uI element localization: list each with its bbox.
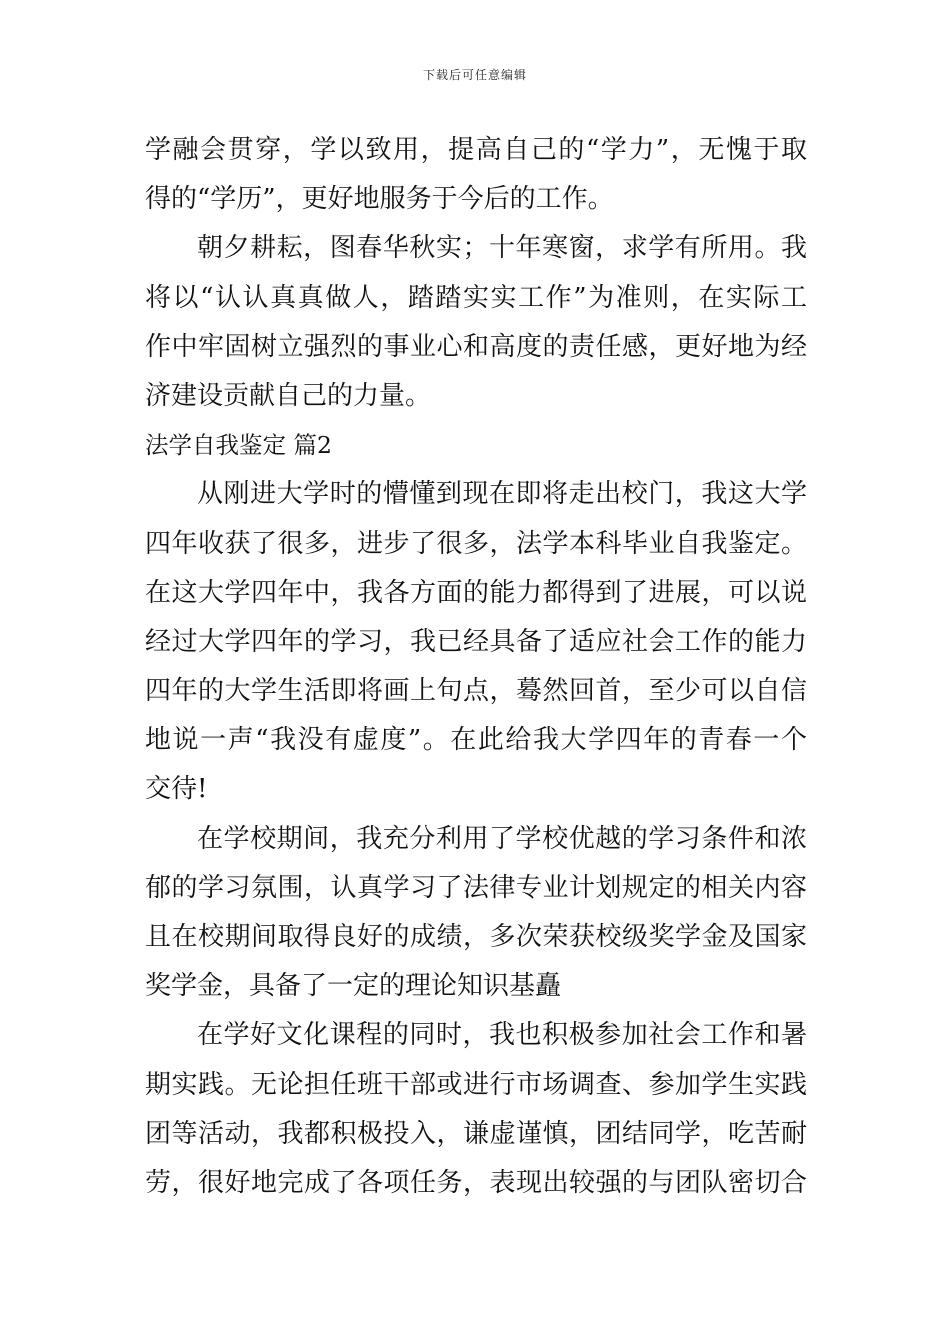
text-line: 济建设贡献自己的力量。 [145, 380, 432, 411]
text-line: 团等活动，我都积极投入，谦虚谨慎，团结同学，吃苦耐 [145, 1118, 807, 1149]
text-line: 四年的大学生活即将画上句点，蓦然回首，至少可以自信 [145, 676, 807, 707]
text-line: 四年收获了很多，进步了很多，法学本科毕业自我鉴定。 [145, 528, 807, 559]
text-line: 奖学金，具备了一定的理论知识基矗 [145, 971, 562, 1002]
text-line: 在这大学四年中，我各方面的能力都得到了进展，可以说 [145, 577, 807, 608]
text-line: 朝夕耕耘，图春华秋实；十年寒窗，求学有所用。我 [197, 233, 807, 264]
text-line: 学融会贯穿，学以致用，提高自己的“学力”，无愧于取 [145, 135, 807, 165]
header-note: 下载后可任意编辑 [422, 68, 527, 82]
text-line: 经过大学四年的学习，我已经具备了适应社会工作的能力 [145, 626, 807, 657]
text-line: 将以“认认真真做人，踏踏实实工作”为准则，在实际工 [145, 282, 807, 313]
text-line: 作中牢固树立强烈的事业心和高度的责任感，更好地为经 [145, 331, 807, 362]
text-line: 郁的学习氛围，认真学习了法律专业计划规定的相关内容 [145, 872, 807, 903]
section-heading: 法学自我鉴定 篇2 [145, 431, 332, 460]
text-line: 交待! [145, 774, 208, 805]
body-text [145, 126, 807, 1208]
text-line: 地说一声“我没有虚度”。在此给我大学四年的青春一个 [145, 725, 807, 756]
text-line: 得的“学历”，更好地服务于今后的工作。 [145, 184, 614, 215]
text-line: 在学校期间，我充分利用了学校优越的学习条件和浓 [197, 823, 807, 854]
text-line: 在学好文化课程的同时，我也积极参加社会工作和暑 [197, 1020, 807, 1051]
text-line: 从刚进大学时的懵懂到现在即将走出校门，我这大学 [197, 479, 807, 510]
text-line: 劳，很好地完成了各项任务，表现出较强的与团队密切合 [145, 1167, 807, 1198]
text-line: 期实践。无论担任班干部或进行市场调查、参加学生实践 [145, 1069, 807, 1100]
text-line: 且在校期间取得良好的成绩，多次荣获校级奖学金及国家 [145, 922, 807, 952]
